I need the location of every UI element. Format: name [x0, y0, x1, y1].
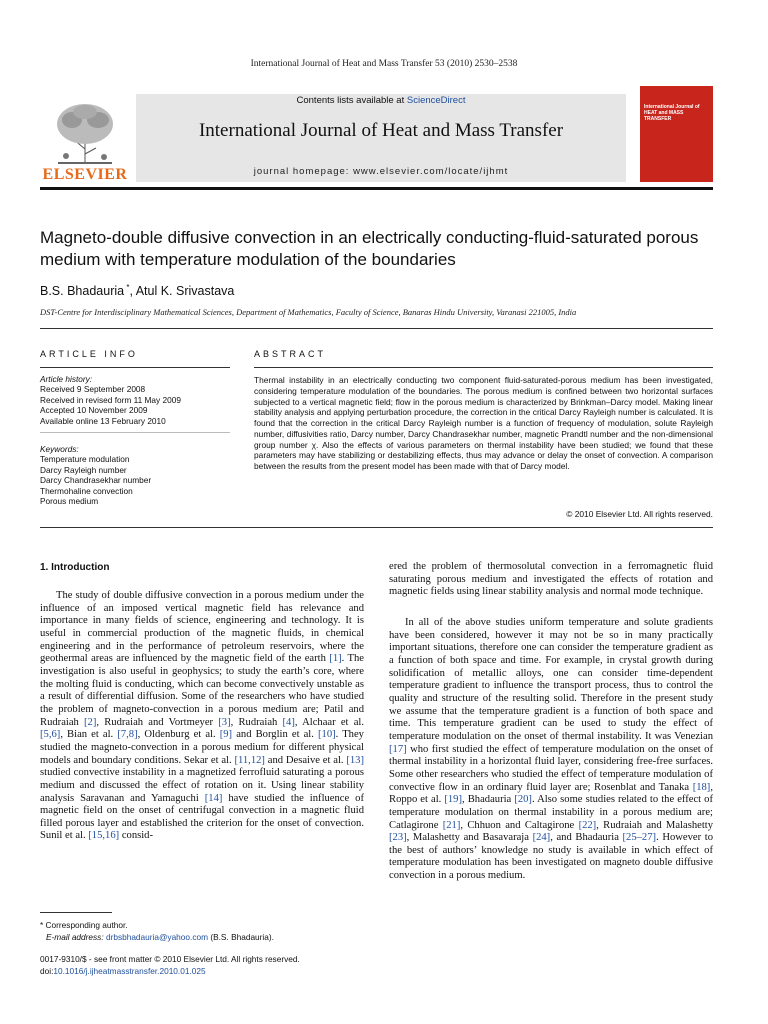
keyword-item: Temperature modulation — [40, 454, 130, 465]
history-revised: Received in revised form 11 May 2009 — [40, 394, 181, 405]
body-text: consid- — [119, 830, 154, 842]
keywords — [40, 444, 230, 506]
keyword-item: Porous medium — [40, 496, 99, 507]
body-text: have studied the influence of magnetic field on the onset of centrifugal convection in a magnetic fluid filled porous layer and established the criterion for the onset of convection. Sunil et al. — [40, 792, 364, 842]
citation-link[interactable]: [23] — [389, 832, 407, 844]
intro-left-column — [40, 590, 364, 843]
doi-link[interactable]: 10.1016/j.ijheatmasstransfer.2010.01.025 — [53, 966, 206, 976]
citation-link[interactable]: [25–27] — [622, 832, 657, 844]
affiliation: DST-Centre for Interdisciplinary Mathematical Sciences, Department of Mathematics, Faculty of Science, Banaras Hindu University, Varanasi 221005, India — [40, 307, 577, 317]
citation-link[interactable]: [18] — [692, 781, 711, 793]
body-text: , Chhuon and Caltagirone — [460, 819, 579, 831]
citation-link[interactable]: [10] — [318, 729, 336, 741]
abstract-heading: ABSTRACT — [254, 349, 327, 359]
citation-link[interactable]: [4] — [282, 716, 295, 728]
keywords-label: Keywords: — [40, 444, 79, 454]
body-text: In all of the above studies uniform temperature and solute gradients have been considered, however it may not be so in many practically important situations, therefore one can consider the temperature gradient as a function of both space and time. For example, in crystal growth during solidification of metallic alloys, one can consider time-dependent temperature gradient to influence the transport process, thus to control the quality and structure of the resulting solid. Therefore in the present study we assume that the temperature gradient is a function of both space and time. This temperature gradient can be used to study the effect of temperature modulation on the onset of thermal instability. It was Venezian — [389, 617, 713, 742]
body-text: , Rudraiah and Vortmeyer — [96, 716, 219, 728]
sciencedirect-link[interactable]: ScienceDirect — [406, 95, 466, 106]
citation-link[interactable]: [13] — [346, 754, 364, 766]
citation-link[interactable]: [1] — [329, 653, 342, 665]
body-text: , Bhadauria — [462, 794, 515, 806]
divider — [40, 367, 230, 368]
divider — [40, 432, 230, 433]
abstract-text: Thermal instability in an electrically conducting two component fluid-saturated-porous medium has been investigated, considering temperature modulation of the boundaries. The porous medium is confined between two horizontal surfaces subjected to a vertical magnetic field; flow in the porous medium is characterized by Brinkman–Darcy model. Making linear stability analysis and applying perturbation procedure, the correction in the critical Darcy Rayleigh number is calculated. It is found that the correction in the critical Darcy Rayleigh number is a function of frequency of modulation, solute Rayleigh number, diffusivities ratio, Darcy number, Darcy Chandrasekhar number, magnetic Prandtl number and the non-dimensional group number χ. Also the effects of various parameters on thermal instability have been studied; we found that these parameters may have stabilizing or destabilizing effects, thus may advance or delay the onset of convection. A comparison between the results from the present model has been made with that of Darcy model. — [254, 375, 713, 471]
citation-link[interactable]: [15,16] — [88, 830, 120, 842]
publisher-wordmark: ELSEVIER — [42, 166, 128, 183]
body-text: and Borglin et al. — [232, 729, 318, 741]
corresponding-mark[interactable]: * — [124, 283, 130, 292]
author-name: B.S. Bhadauria — [40, 284, 125, 299]
author-email-link[interactable]: drbsbhadauria@yahoo.com — [105, 932, 209, 942]
author-separator: , — [129, 284, 136, 299]
issn-block — [40, 953, 300, 977]
keyword-item: Thermohaline convection — [40, 485, 133, 496]
contents-line — [136, 95, 626, 106]
citation-link[interactable]: [19] — [444, 794, 463, 806]
citation-link[interactable]: [7,8] — [117, 729, 138, 741]
journal-reference: International Journal of Heat and Mass Transfer 53 (2010) 2530–2538 — [250, 59, 518, 69]
keyword-item: Darcy Chandrasekhar number — [40, 475, 152, 486]
email-suffix: (B.S. Bhadauria). — [208, 932, 274, 942]
intro-right-continuation: ered the problem of thermosolutal convection in a ferromagnetic fluid saturating porous medium and investigated the effects of rotation and magnetic fields using linear stability analysis and normal mode technique. — [389, 561, 713, 598]
journal-cover-text: International Journal of HEAT and MASS TRANSFER — [644, 104, 700, 122]
divider — [40, 328, 713, 329]
body-text: . They studied the magneto-convection in a porous medium for different physical models and boundary conditions. Sekar et al. — [40, 729, 364, 766]
section-heading: 1. Introduction — [40, 562, 110, 573]
journal-title: International Journal of Heat and Mass Transfer — [198, 120, 564, 141]
abstract-copyright: © 2010 Elsevier Ltd. All rights reserved. — [566, 509, 713, 519]
body-text: , Rudraiah — [230, 716, 283, 728]
issn-line: 0017-9310/$ - see front matter © 2010 Elsevier Ltd. All rights reserved. — [40, 954, 300, 964]
body-text: who first studied the effect of temperature modulation on the onset of thermal instability in a horizontal fluid layer, considering free-free surfaces. Some other researchers who studied the effect of temperature modulation of convective flow in an ordinary fluid layer are; Rosenblat and Tanaka — [389, 743, 713, 793]
journal-cover-image — [640, 86, 713, 182]
body-text: , Rudraiah and Malashetty — [596, 819, 713, 831]
article-title: Magneto-double diffusive convection in an electrically conducting-fluid-saturated porous medium with temperature modulation of the boundaries — [40, 228, 699, 269]
citation-link[interactable]: [5,6] — [40, 729, 61, 741]
citation-link[interactable]: [22] — [578, 819, 597, 831]
citation-link[interactable]: [3] — [218, 716, 231, 728]
body-text: and Desaive et al. — [264, 754, 347, 766]
footnote-corresponding: Corresponding author. — [45, 920, 128, 930]
keyword-item: Darcy Rayleigh number — [40, 464, 127, 475]
citation-link[interactable]: [21] — [442, 819, 461, 831]
citation-link[interactable]: [24] — [532, 832, 551, 844]
footnote-mark: * — [40, 920, 44, 930]
divider — [40, 527, 713, 528]
contents-prefix: Contents lists available at — [296, 95, 407, 106]
body-text: studied convective instability in a magnetized ferrofluid saturating a porous medium and discussed the effect of rotation on it. Using linear stability analysis Saravanan and Yamaguchi — [40, 767, 364, 804]
body-text: The study of double diffusive convection in a porous medium under the influence of an imposed vertical magnetic field has relevance and importance in many fields of science, engineering and technology. It is useful in commercial production of the magnetic fluids, in chemical engineering and in the performance of petroleum reservoirs, where the geothermal areas are influenced by the magnetic field of the earth — [40, 590, 364, 665]
citation-link[interactable]: [14] — [204, 792, 223, 804]
footnote-rule — [40, 912, 112, 913]
history-accepted: Accepted 10 November 2009 — [40, 405, 148, 416]
history-label: Article history: — [40, 374, 93, 384]
journal-homepage[interactable]: journal homepage: www.elsevier.com/locate/ijhmt — [253, 166, 509, 177]
body-text: , Alchaar et al. — [294, 716, 364, 728]
body-text: , Oldenburg et al. — [137, 729, 220, 741]
email-label: E-mail address: — [46, 932, 106, 942]
body-text: , Roppo et al. — [389, 781, 713, 806]
body-text: . Also some studies related to the effect of temperature modulation on thermal instability in a porous medium are; Catlagirone — [389, 794, 714, 831]
citation-link[interactable]: [17] — [389, 743, 407, 755]
body-text: , Bian et al. — [60, 729, 118, 741]
citation-link[interactable]: [2] — [84, 716, 97, 728]
author-list — [40, 283, 234, 298]
citation-link[interactable]: [11,12] — [234, 754, 265, 766]
citation-link[interactable]: [20] — [514, 794, 532, 806]
body-text: , and Bhadauria — [550, 832, 623, 844]
author-name: Atul K. Srivastava — [135, 284, 235, 299]
article-history — [40, 374, 230, 426]
body-text: . The investigation is also useful in geophysics; to study the earth’s core, where the molting fluid is conducting, which can become convectively unstable as a result of differential diffusion. Some of the researchers who have studied the problem of magneto-convection in a porous medium are; Patil and Rudraiah — [40, 653, 364, 728]
intro-right-column — [389, 617, 713, 883]
history-received: Received 9 September 2008 — [40, 384, 146, 395]
history-online: Available online 13 February 2010 — [40, 415, 166, 426]
masthead-rule — [40, 187, 713, 190]
article-info-heading: ARTICLE INFO — [40, 349, 138, 359]
body-text: . However to the best of authors’ knowledge no study is available in which effect of temperature modulation has been investigated on magneto double diffusive convection in a porous medium. — [389, 832, 713, 882]
divider — [254, 367, 713, 368]
doi-label: doi: — [40, 966, 54, 976]
body-text: , Malashetty and Basavaraja — [406, 832, 533, 844]
footnote — [40, 919, 274, 943]
citation-link[interactable]: [9] — [219, 729, 233, 741]
